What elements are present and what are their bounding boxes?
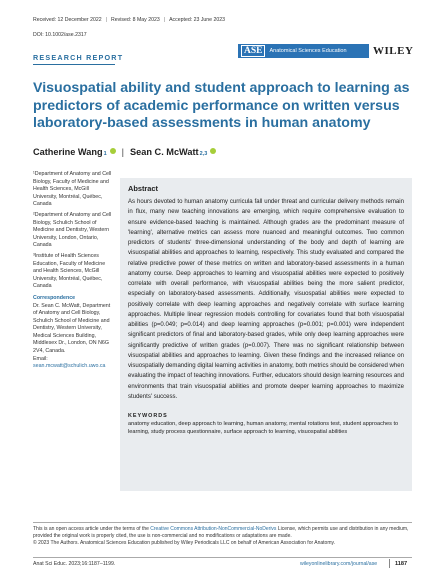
article-title: Visuospatial ability and student approach to learning as predictors of academic performance on written versus laboratory-based assessments in human anatomy <box>33 80 410 131</box>
email-link[interactable]: sean.mcwatt@schulich.uwo.ca <box>33 363 106 370</box>
date-separator: | <box>105 17 107 23</box>
abstract-panel <box>120 178 412 491</box>
affiliation: ¹Department of Anatomy and Cell Biology, Faculty of Medicine and Health Sciences, McGill University, Montréal, Québec, Canada <box>33 171 112 208</box>
page-number: 1187 <box>395 561 408 567</box>
revised-date: Revised: 8 May 2023 <box>111 17 160 23</box>
journal-website-link[interactable]: wileyonlinelibrary.com/journal/ase <box>300 561 378 567</box>
received-date: Received: 12 December 2022 <box>33 17 102 23</box>
footer-rule <box>33 522 412 523</box>
abstract-text: As hours devoted to human anatomy curricula fall under threat and curricular delivery methods remain in flux, many new teaching innovations are emerging, which require comprehensive evaluation to ensure evidence-based teaching is maintained. Although grades are the predominant measure of 'learning', alternative metrics can assess more nuanced and meaningful outcomes. Two common predictors of students' three-dimensional understanding of the body and depth of learning are visuospatial abilities and approaches to learning, respectively. This study evaluated and compared the relative predictive power of these metrics on written and laboratory-based assessments in a human anatomy course. Deep approaches to learning and visuospatial abilities were expected to positively correlate with overall performance, with visuospatial abilities being the more salient predictor, especially on laboratory-based assessments. Additionally, visuospatial abilities were expected to positively correlate with deep learning approaches and negatively correlate with surface learning approaches. Multiple linear regression models controlling for covariates found that both visuospatial abilities (p=0.049; p=0.014) and deep learning approaches (p=0.001; p=0.001) were independent significant predictors of final and laboratory-based grades, while only deep learning approaches were significantly predictive of written grades (p=0.007). There was no significant relationship between visuospatial abilities and approaches to learning. Given these findings and the increased reliance on visuospatially demanding digital learning activities in anatomy, both metrics should be considered when evaluating the impact of teaching innovations. Further, educators should design learning resources and environments that train visuospatial abilities and promote deeper learning approaches to maximize students' success. <box>128 199 404 400</box>
correspondence-text: Dr. Sean C. McWatt, Department of Anatomy and Cell Biology, Schulich School of Medicine and Dentistry, Western University, Medical Sciences Building, Middlesex Dr., London, ON N6G 2V4, Canada. <box>33 302 111 355</box>
page-separator <box>389 559 390 568</box>
author-affil-mark: 1 <box>103 151 107 157</box>
license-text-pre: This is an open access article under the terms of the <box>33 526 151 532</box>
affiliation: ²Department of Anatomy and Cell Biology, Schulich School of Medicine and Dentistry, Western University, London, Ontario, Canada <box>33 211 112 249</box>
author-affil-mark: 2,3 <box>199 151 208 157</box>
correspondence-email-line <box>33 356 113 371</box>
author-name[interactable]: Sean C. McWatt <box>130 147 199 157</box>
orcid-icon[interactable] <box>110 148 116 154</box>
copyright: © 2023 The Authors. Anatomical Sciences Education published by Wiley Periodicals LLC on behalf of American Association for Anatomy. <box>33 539 336 546</box>
author-list <box>33 147 216 157</box>
accepted-date: Accepted: 23 June 2023 <box>169 17 226 23</box>
author-separator: | <box>121 147 125 157</box>
license-text-post: License, which permits use and distribution in any medium, provided the original work is properly cited, the use is non-commercial and no modifications or adaptations are made. <box>33 526 409 539</box>
keywords-text: anatomy education, deep approach to learning, human anatomy, mental rotations test, student approaches to learning, study process questionnaire, surface approach to learning, visuospatial abilities <box>128 421 399 435</box>
bottom-rule <box>33 557 412 558</box>
license-link[interactable]: Creative Commons Attribution-NonCommercial-NoDerivs <box>150 526 277 532</box>
section-label: RESEARCH REPORT <box>33 53 124 62</box>
correspondence-heading: Correspondence <box>33 294 76 301</box>
author-name[interactable]: Catherine Wang <box>33 147 103 157</box>
doi[interactable]: DOI: 10.1002/ase.2317 <box>33 32 87 38</box>
date-separator: | <box>163 17 166 23</box>
journal-badge[interactable] <box>238 44 369 58</box>
abstract-heading: Abstract <box>128 184 158 193</box>
affiliation: ³Institute of Health Sciences Education, Faculty of Medicine and Health Sciences, McGill University, Montréal, Québec, Canada <box>33 252 106 290</box>
license-note <box>33 526 413 546</box>
keywords-heading: KEYWORDS <box>128 413 168 419</box>
orcid-icon[interactable] <box>210 148 216 154</box>
article-dates <box>33 17 413 23</box>
journal-name: Anatomical Sciences Education <box>269 48 347 54</box>
email-label: Email: <box>33 355 48 362</box>
ase-logo-icon: ASE <box>241 45 265 57</box>
journal-citation: Anat Sci Educ. 2023;16:1187–1199. <box>33 561 116 567</box>
section-rule <box>33 64 115 65</box>
affiliations <box>33 171 113 371</box>
publisher-logo[interactable]: WILEY <box>373 45 414 57</box>
